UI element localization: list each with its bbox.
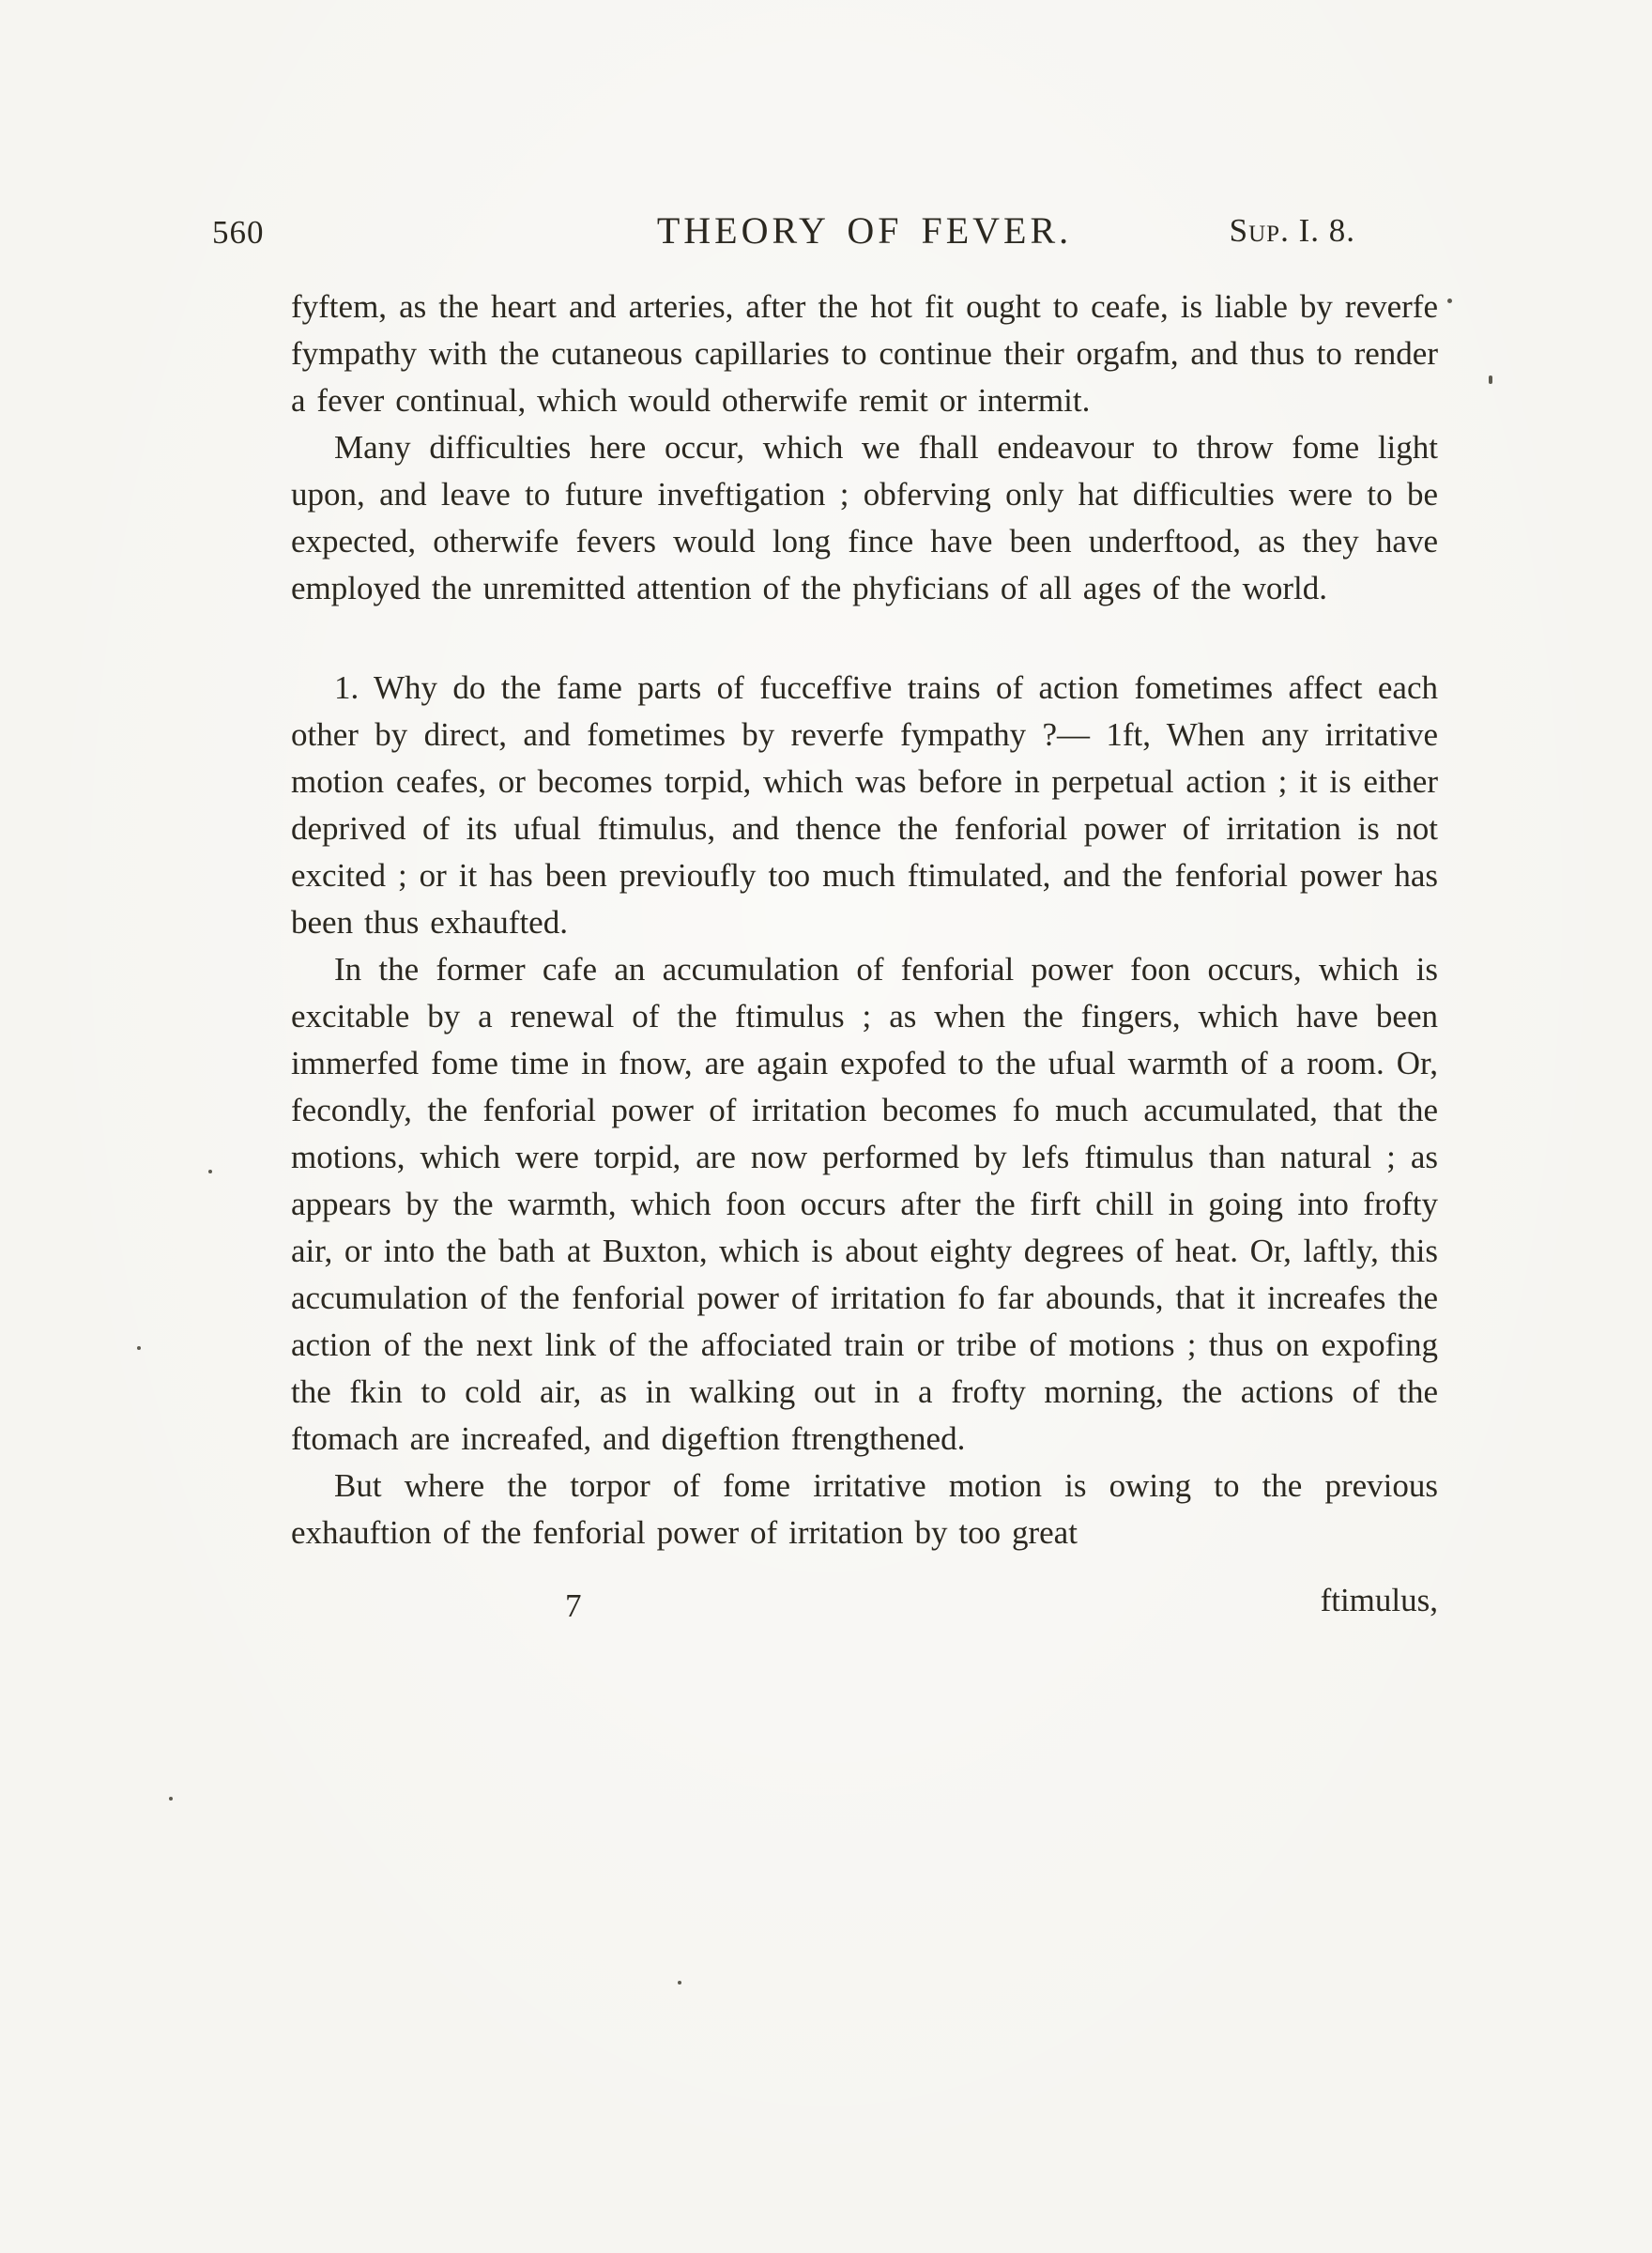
footer-line	[291, 1583, 1438, 1630]
section-label: Sup. I. 8.	[1229, 212, 1355, 249]
catchword: ftimulus,	[1320, 1582, 1438, 1618]
text-block	[291, 284, 1438, 1630]
scan-speck	[1489, 376, 1492, 384]
scan-speck	[1447, 299, 1452, 303]
running-head	[0, 208, 1652, 259]
paragraph-system-continuation: fyftem, as the heart and arteries, after the hot fit ought to ceafe, is liable by reverfe fympathy with the cutaneous capillaries to continue their orgafm, and thus to render a fever continual, which would otherwife remit or intermit.	[291, 288, 1438, 419]
page-number: 560	[212, 214, 265, 251]
scan-speck	[169, 1797, 173, 1801]
paragraph-question-1: 1. Why do the fame parts of fucceffive trains of action fometimes affect each other by direct, and fometimes by reverfe fympathy ?— 1ft, When any irritative motion ceafes, or becomes torpid, which was before in perpetual action ; it is either deprived of its ufual ftimulus, and thence the fenforial power of irritation is not excited ; or it has been previoufly too much ftimulated, and the fenforial power has been thus exhaufted.	[291, 669, 1438, 941]
scan-speck	[137, 1346, 141, 1350]
scan-speck	[678, 1981, 681, 1985]
paragraph-but-where: But where the torpor of fome irritative motion is owing to the previous exhauftion of the fenforial power of irritation by too great	[291, 1467, 1438, 1551]
paragraph-many-difficulties: Many difficulties here occur, which we fhall endeavour to throw fome light upon, and leave to future inveftigation ; obferving only hat difficulties were to be expected, otherwife fevers would long fince have been underftood, as they have employed the unremitted attention of the phyficians of all ages of the world.	[291, 429, 1438, 606]
running-title: THEORY OF FEVER.	[656, 209, 1073, 252]
paragraph-former-case: In the former cafe an accumulation of fenforial power foon occurs, which is excitable by a renewal of the ftimulus ; as when the fingers, which have been immerfed fome time in fnow, are again expofed to the ufual warmth of a room. Or, fecondly, the fenforial power of irritation becomes fo much accumulated, that the motions, which were torpid, are now performed by lefs ftimulus than natural ; as appears by the warmth, which foon occurs after the firft chill in going into frofty air, or into the bath at Buxton, which is about eighty degrees of heat. Or, laftly, this accumulation of the fenforial power of irritation fo far abounds, that it increafes the action of the next link of the affociated train or tribe of motions ; thus on expofing the fkin to cold air, as in walking out in a frofty morning, the actions of the ftomach are increafed, and digeftion ftrengthened.	[291, 951, 1438, 1457]
scan-speck	[208, 1170, 212, 1173]
signature-mark: 7	[565, 1587, 582, 1624]
